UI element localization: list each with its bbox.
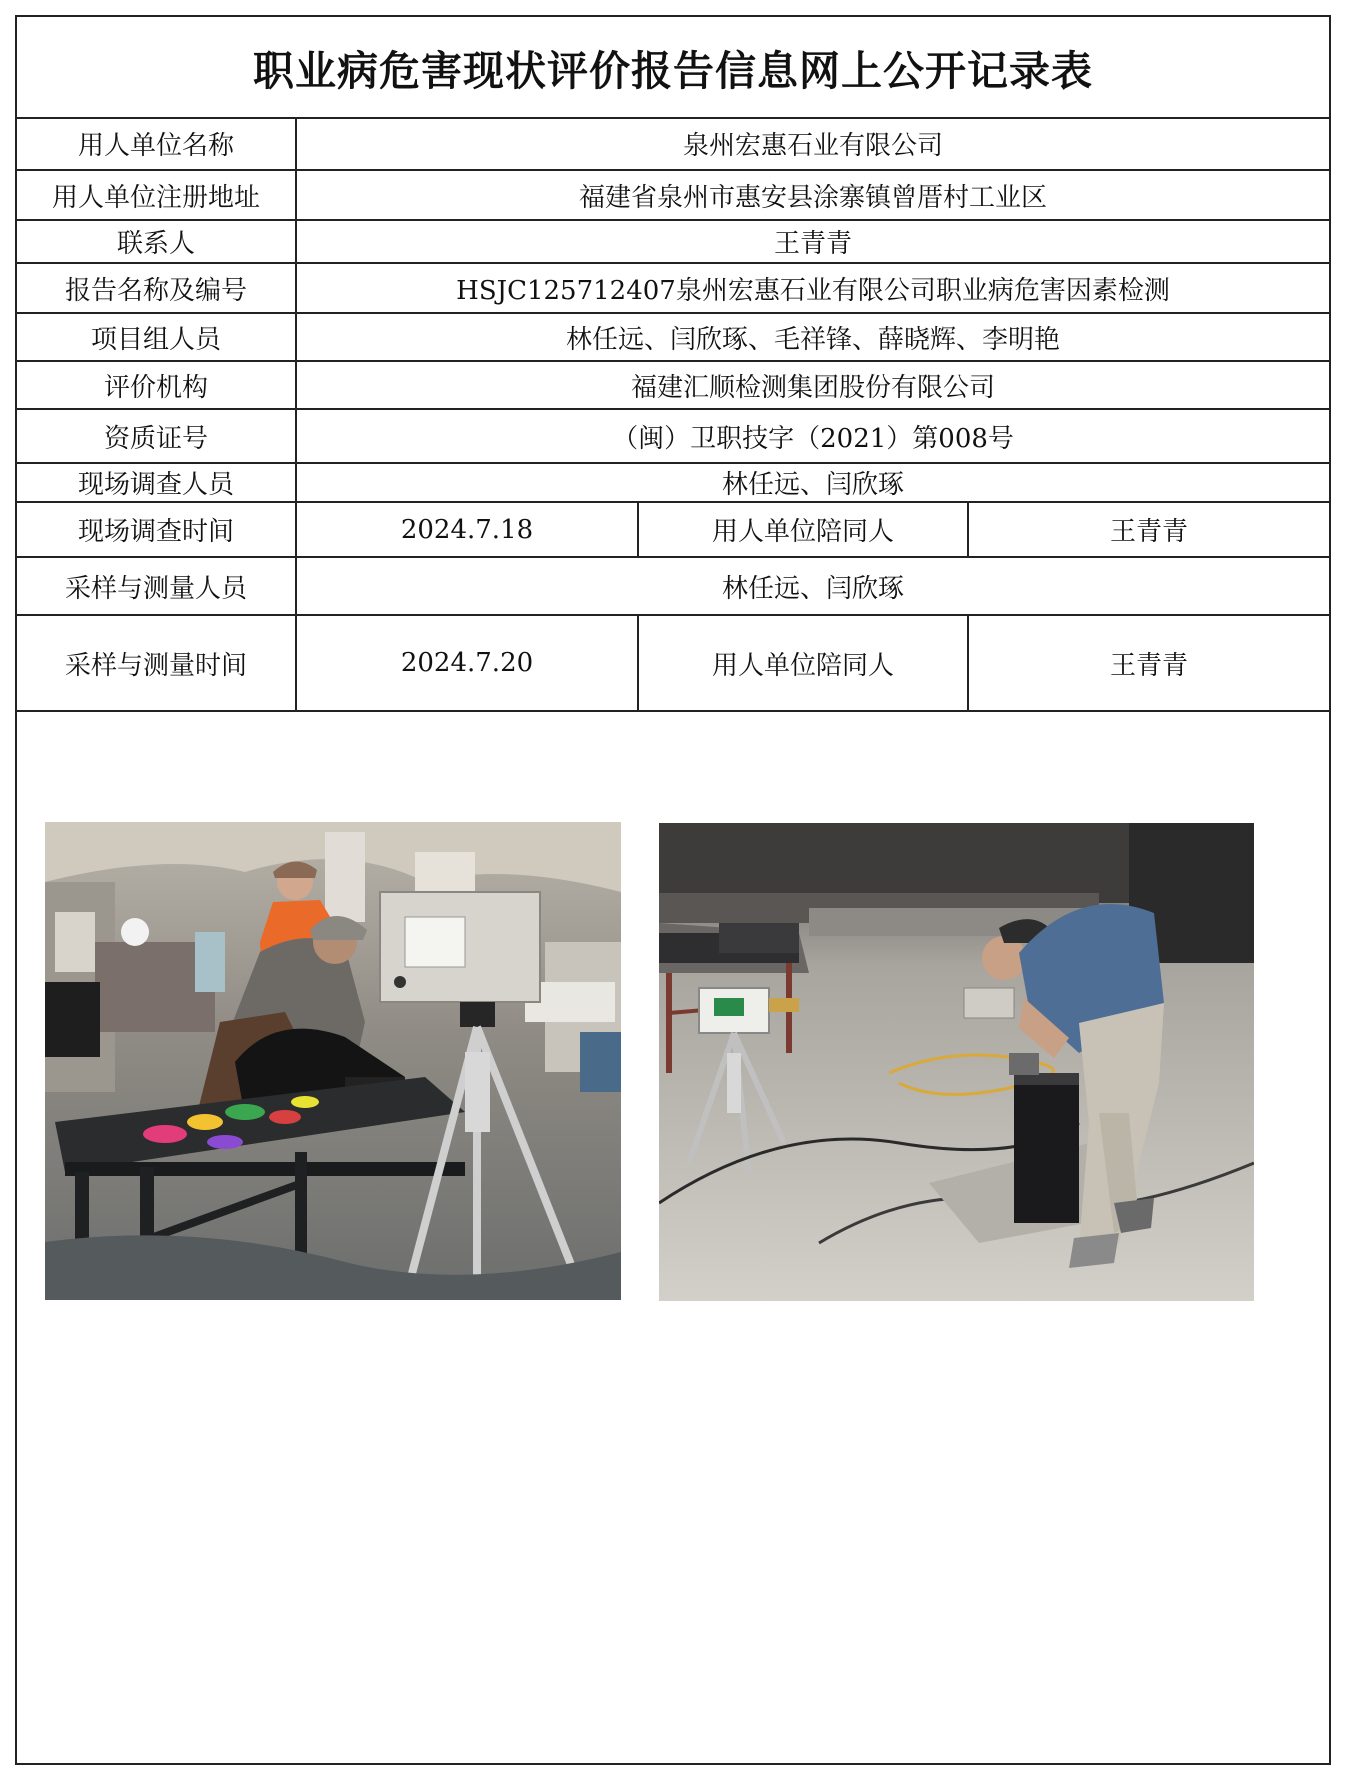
table-row bbox=[17, 313, 1329, 361]
report-label: 报告名称及编号 bbox=[17, 263, 296, 313]
page-title: 职业病危害现状评价报告信息网上公开记录表 bbox=[17, 17, 1329, 119]
survey-time-value: 2024.7.18 bbox=[296, 502, 638, 557]
table-row bbox=[17, 361, 1329, 409]
employer-address-label: 用人单位注册地址 bbox=[17, 170, 296, 220]
team-value: 林任远、闫欣琢、毛祥锋、薛晓辉、李明艳 bbox=[296, 313, 1329, 361]
license-value: （闽）卫职技字（2021）第008号 bbox=[296, 409, 1329, 463]
license-label: 资质证号 bbox=[17, 409, 296, 463]
survey-companion-label: 用人单位陪同人 bbox=[638, 502, 968, 557]
report-value: HSJC125712407泉州宏惠石业有限公司职业病危害因素检测 bbox=[296, 263, 1329, 313]
survey-time-label: 现场调查时间 bbox=[17, 502, 296, 557]
survey-staff-value: 林任远、闫欣琢 bbox=[296, 463, 1329, 502]
table-row bbox=[17, 463, 1329, 502]
site-photo-workshop bbox=[45, 822, 621, 1300]
contact-label: 联系人 bbox=[17, 220, 296, 263]
table-row bbox=[17, 170, 1329, 220]
survey-companion-value: 王青青 bbox=[968, 502, 1329, 557]
employer-name-label: 用人单位名称 bbox=[17, 118, 296, 170]
sampling-companion-value: 王青青 bbox=[968, 615, 1329, 711]
team-label: 项目组人员 bbox=[17, 313, 296, 361]
agency-label: 评价机构 bbox=[17, 361, 296, 409]
table-row bbox=[17, 220, 1329, 263]
table-row bbox=[17, 615, 1329, 711]
contact-value: 王青青 bbox=[296, 220, 1329, 263]
sampling-companion-label: 用人单位陪同人 bbox=[638, 615, 968, 711]
table-row bbox=[17, 409, 1329, 463]
sampling-time-label: 采样与测量时间 bbox=[17, 615, 296, 711]
table-row bbox=[17, 263, 1329, 313]
table-row bbox=[17, 557, 1329, 615]
table-row bbox=[17, 502, 1329, 557]
agency-value: 福建汇顺检测集团股份有限公司 bbox=[296, 361, 1329, 409]
sampling-time-value: 2024.7.20 bbox=[296, 615, 638, 711]
sampling-staff-value: 林任远、闫欣琢 bbox=[296, 557, 1329, 615]
table-row bbox=[17, 118, 1329, 170]
employer-name-value: 泉州宏惠石业有限公司 bbox=[296, 118, 1329, 170]
site-photo-factory-floor bbox=[659, 823, 1254, 1301]
sampling-staff-label: 采样与测量人员 bbox=[17, 557, 296, 615]
employer-address-value: 福建省泉州市惠安县涂寨镇曾厝村工业区 bbox=[296, 170, 1329, 220]
survey-staff-label: 现场调查人员 bbox=[17, 463, 296, 502]
info-table bbox=[17, 118, 1329, 712]
